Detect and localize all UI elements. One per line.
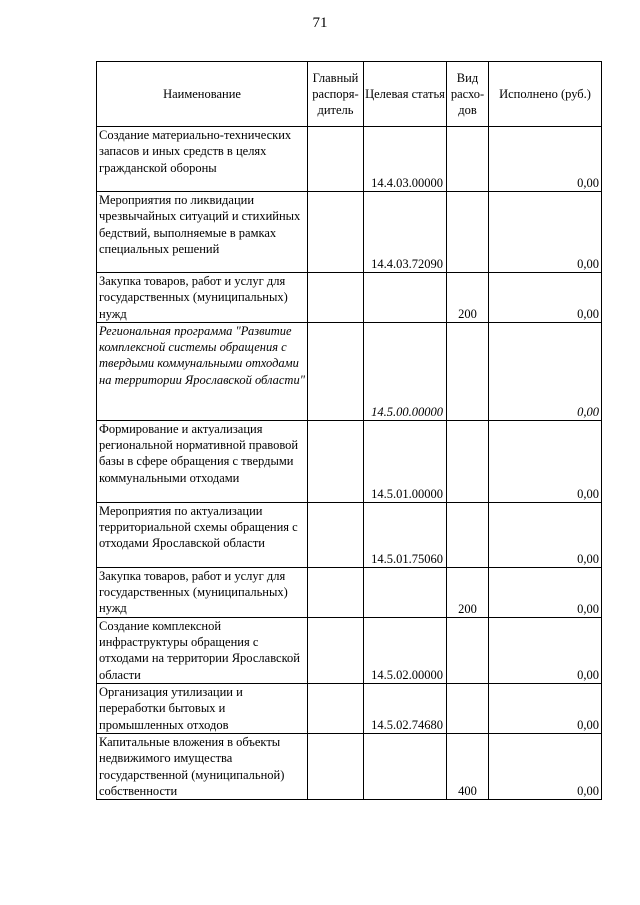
row-name: Создание комплексной инфраструктуры обращения с отходами на территории Ярославской области [97, 617, 308, 683]
row-amount: 0,00 [489, 273, 602, 323]
row-article: 14.5.02.00000 [364, 617, 447, 683]
table-row [97, 322, 602, 420]
page-number: 71 [312, 15, 328, 31]
row-admin [308, 502, 364, 567]
row-article: 14.4.03.72090 [364, 192, 447, 273]
row-kind [447, 322, 489, 420]
table-row [97, 127, 602, 192]
row-amount: 0,00 [489, 734, 602, 800]
table-row [97, 420, 602, 502]
row-amount: 0,00 [489, 322, 602, 420]
row-name: Мероприятия по ликвидации чрезвычайных ситуаций и стихийных бедствий, выполняемые в рамках специальных решений [97, 192, 308, 273]
row-kind [447, 192, 489, 273]
row-kind [447, 617, 489, 683]
row-amount: 0,00 [489, 684, 602, 734]
table-row [97, 502, 602, 567]
row-admin [308, 192, 364, 273]
row-admin [308, 684, 364, 734]
row-article: 14.4.03.00000 [364, 127, 447, 192]
row-article [364, 734, 447, 800]
row-kind [447, 684, 489, 734]
table-row [97, 567, 602, 617]
table-row [97, 684, 602, 734]
row-name: Капитальные вложения в объекты недвижимого имущества государственной (муниципальной) собственности [97, 734, 308, 800]
row-kind [447, 420, 489, 502]
row-article [364, 567, 447, 617]
row-name: Организация утилизации и переработки бытовых и промышленных отходов [97, 684, 308, 734]
row-admin [308, 420, 364, 502]
row-amount: 0,00 [489, 192, 602, 273]
row-amount: 0,00 [489, 502, 602, 567]
row-kind: 400 [447, 734, 489, 800]
header-article: Целевая статья [364, 62, 447, 127]
table-row [97, 617, 602, 683]
row-name: Закупка товаров, работ и услуг для государственных (муниципальных) нужд [97, 567, 308, 617]
header-admin: Главный распоря-дитель [308, 62, 364, 127]
header-executed: Исполнено (руб.) [489, 62, 602, 127]
row-admin [308, 734, 364, 800]
row-article: 14.5.02.74680 [364, 684, 447, 734]
row-article: 14.5.00.00000 [364, 322, 447, 420]
row-kind [447, 502, 489, 567]
row-amount: 0,00 [489, 567, 602, 617]
table-row [97, 273, 602, 323]
row-name: Мероприятия по актуализации территориальной схемы обращения с отходами Ярославской области [97, 502, 308, 567]
header-name: Наименование [97, 62, 308, 127]
row-admin [308, 567, 364, 617]
row-admin [308, 617, 364, 683]
row-article [364, 273, 447, 323]
row-name: Региональная программа "Развитие комплексной системы обращения с твердыми коммунальными отходами на территории Ярославской области" [97, 322, 308, 420]
row-admin [308, 127, 364, 192]
row-kind: 200 [447, 567, 489, 617]
row-article: 14.5.01.75060 [364, 502, 447, 567]
row-amount: 0,00 [489, 617, 602, 683]
budget-execution-table [96, 61, 602, 800]
row-name: Закупка товаров, работ и услуг для государственных (муниципальных) нужд [97, 273, 308, 323]
row-admin [308, 273, 364, 323]
row-amount: 0,00 [489, 127, 602, 192]
table-row [97, 734, 602, 800]
row-admin [308, 322, 364, 420]
row-article: 14.5.01.00000 [364, 420, 447, 502]
row-kind [447, 127, 489, 192]
row-amount: 0,00 [489, 420, 602, 502]
table-row [97, 192, 602, 273]
row-name: Формирование и актуализация региональной нормативной правовой базы в сфере обращения с твердыми коммунальными отходами [97, 420, 308, 502]
table-header-row [97, 62, 602, 127]
row-kind: 200 [447, 273, 489, 323]
row-name: Создание материально-технических запасов и иных средств в целях гражданской обороны [97, 127, 308, 192]
header-kind: Вид расхо-дов [447, 62, 489, 127]
